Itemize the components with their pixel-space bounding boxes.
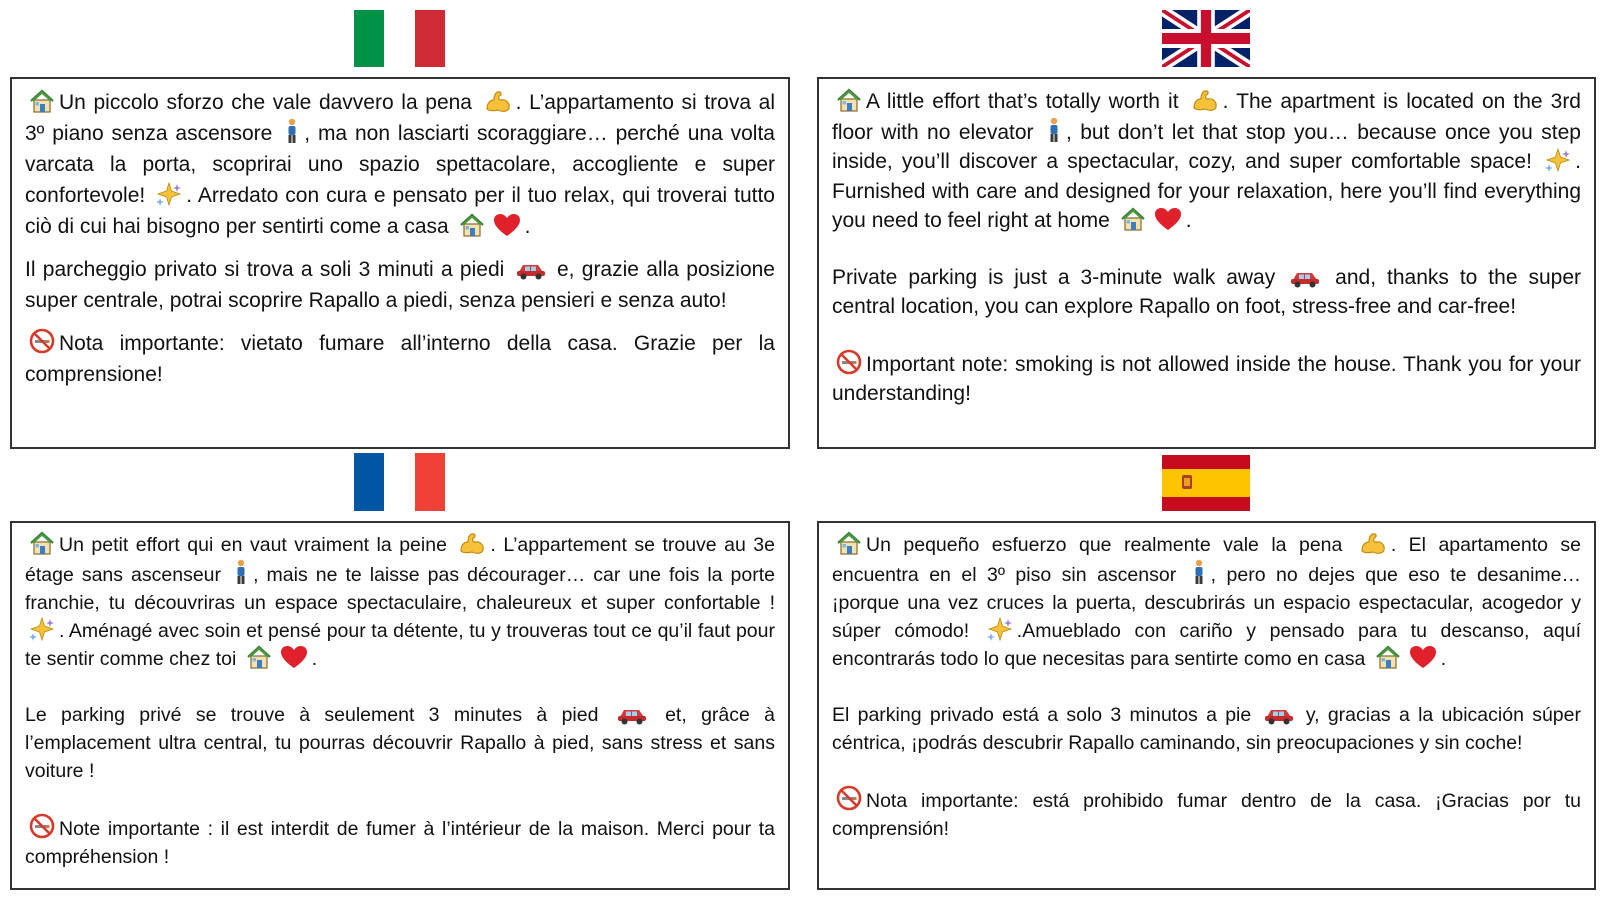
house-icon	[836, 88, 862, 112]
car-icon	[1264, 705, 1294, 725]
text: .	[311, 648, 318, 670]
text: Un petit effort qui en vaut vraiment la peine	[59, 534, 447, 556]
text: . L’appartamento si trova al 3º piano senza ascensore	[25, 91, 775, 145]
person-standing-icon	[233, 559, 249, 585]
french-description	[10, 521, 790, 890]
red-heart-icon	[493, 213, 521, 237]
text: Il parcheggio privato si trova a soli 3 minuti a piedi	[25, 258, 505, 281]
text: .	[1185, 209, 1192, 232]
sparkles-icon	[156, 182, 182, 206]
flag-band	[415, 453, 445, 511]
intro-paragraph	[832, 531, 1581, 673]
note-paragraph	[25, 813, 775, 871]
text: and, thanks to the super central location, you can explore Rapallo on foot, stress-free and car-free!	[832, 265, 1581, 318]
person-standing-icon	[284, 118, 300, 144]
house-icon	[836, 531, 862, 555]
text: Le parking privé se trouve à seulement 3 minutes à pied	[25, 704, 599, 726]
text: .	[1440, 648, 1447, 670]
text: Important note: smoking is not allowed inside the house. Thank you for your understanding!	[832, 352, 1581, 405]
france-flag-icon	[354, 453, 445, 511]
italy-flag-icon	[354, 10, 445, 67]
text: . Furnished with care and designed for your relaxation, here you’ll find everything you need to feel right at home	[832, 150, 1582, 232]
red-heart-icon	[280, 645, 308, 669]
text: e, grazie alla posizione super centrale, potrai scoprire Rapallo a piedi, senza pensieri e senza auto!	[25, 258, 775, 312]
text: . L’appartement se trouve au 3e étage sans ascenseur	[25, 534, 775, 586]
no-smoking-icon	[836, 785, 862, 811]
flag-band	[354, 453, 384, 511]
text: .	[524, 215, 531, 238]
text: . Aménagé avec soin et pensé pour ta détente, tu y trouveras tout ce qu’il faut pour te sentir comme chez toi	[25, 620, 775, 670]
text: .Amueblado con cariño y pensado para tu descanso, aquí encontrarás todo lo que necesitas para sentirte como en casa	[832, 620, 1581, 670]
red-heart-icon	[1154, 207, 1182, 231]
parking-paragraph	[25, 254, 775, 316]
house-icon	[29, 531, 55, 555]
text: El parking privado está a solo 3 minutos a pie	[832, 704, 1252, 726]
italian-description	[10, 77, 790, 449]
note-paragraph	[25, 328, 775, 390]
flexed-biceps-icon	[1191, 88, 1219, 112]
flexed-biceps-icon	[484, 89, 512, 113]
text: Nota importante: está prohibido fumar dentro de la casa. ¡Gracias por tu comprensión!	[832, 790, 1581, 840]
note-paragraph	[832, 785, 1581, 843]
text: et, grâce à l’emplacement ultra central, tu pourras découvrir Rapallo à pied, sans stress et sans voiture !	[25, 704, 776, 782]
no-smoking-icon	[29, 813, 55, 839]
person-standing-icon	[1191, 559, 1207, 585]
person-standing-icon	[1046, 117, 1062, 143]
house-icon	[246, 645, 272, 669]
flexed-biceps-icon	[1359, 531, 1387, 555]
text: . El apartamento se encuentra en el 3º piso sin ascensor	[832, 534, 1581, 586]
text: Note importante : il est interdit de fumer à l’intérieur de la maison. Merci pour ta compréhension !	[25, 818, 775, 868]
car-icon	[516, 260, 546, 280]
uk-flag-icon	[1162, 10, 1250, 67]
text: Nota importante: vietato fumare all’interno della casa. Grazie per la comprensione!	[25, 332, 775, 386]
house-icon	[459, 213, 485, 237]
text: , but don’t let that stop you… because once you step inside, you’ll discover a spectacular, cozy, and super comfortable space!	[832, 120, 1581, 173]
house-icon	[29, 89, 55, 113]
text: y, gracias a la ubicación súper céntrica, ¡podrás descubrir Rapallo caminando, sin preocupaciones y sin coche!	[832, 704, 1581, 754]
parking-paragraph	[832, 263, 1581, 322]
text: Un piccolo sforzo che vale davvero la pena	[59, 91, 472, 114]
no-smoking-icon	[836, 349, 862, 375]
text: . The apartment is located on the 3rd floor with no elevator	[832, 90, 1581, 144]
flag-band	[384, 10, 414, 67]
parking-paragraph	[25, 701, 775, 785]
sparkles-icon	[1545, 148, 1571, 172]
text: A little effort that’s totally worth it	[866, 90, 1179, 113]
car-icon	[1290, 268, 1320, 288]
note-paragraph	[832, 349, 1581, 409]
text: , ma non lasciarti scoraggiare… perché una volta varcata la porta, scoprirai uno spazio spettacolare, accogliente e super confortevole!	[25, 122, 775, 207]
house-icon	[1375, 645, 1401, 669]
text: , pero no dejes que eso te desanime… ¡porque una vez cruces la puerta, descubrirás un espacio espectacular, acogedor y súper cómodo!	[832, 564, 1581, 642]
intro-paragraph	[25, 87, 775, 242]
flexed-biceps-icon	[458, 531, 486, 555]
text: . Arredato con cura e pensato per il tuo relax, qui troverai tutto ciò di cui hai bisogno per sentirti come a casa	[25, 184, 775, 238]
flag-band	[384, 453, 414, 511]
flag-band	[354, 10, 384, 67]
no-smoking-icon	[29, 328, 55, 354]
text: , mais ne te laisse pas décourager… car une fois la porte franchie, tu découvriras un espace spectaculaire, chaleureux et super confortable !	[25, 564, 776, 614]
intro-paragraph	[25, 531, 775, 673]
flag-band	[415, 10, 445, 67]
red-heart-icon	[1409, 645, 1437, 669]
english-description	[817, 77, 1596, 449]
parking-paragraph	[832, 701, 1581, 757]
car-icon	[617, 705, 647, 725]
text: Un pequeño esfuerzo que realmente vale la pena	[866, 534, 1343, 556]
house-icon	[1120, 207, 1146, 231]
sparkles-icon	[987, 617, 1013, 641]
sparkles-icon	[29, 617, 55, 641]
intro-paragraph	[832, 87, 1581, 236]
spain-flag-icon	[1162, 455, 1250, 511]
text: Private parking is just a 3-minute walk away	[832, 265, 1276, 289]
spanish-description	[817, 521, 1596, 890]
